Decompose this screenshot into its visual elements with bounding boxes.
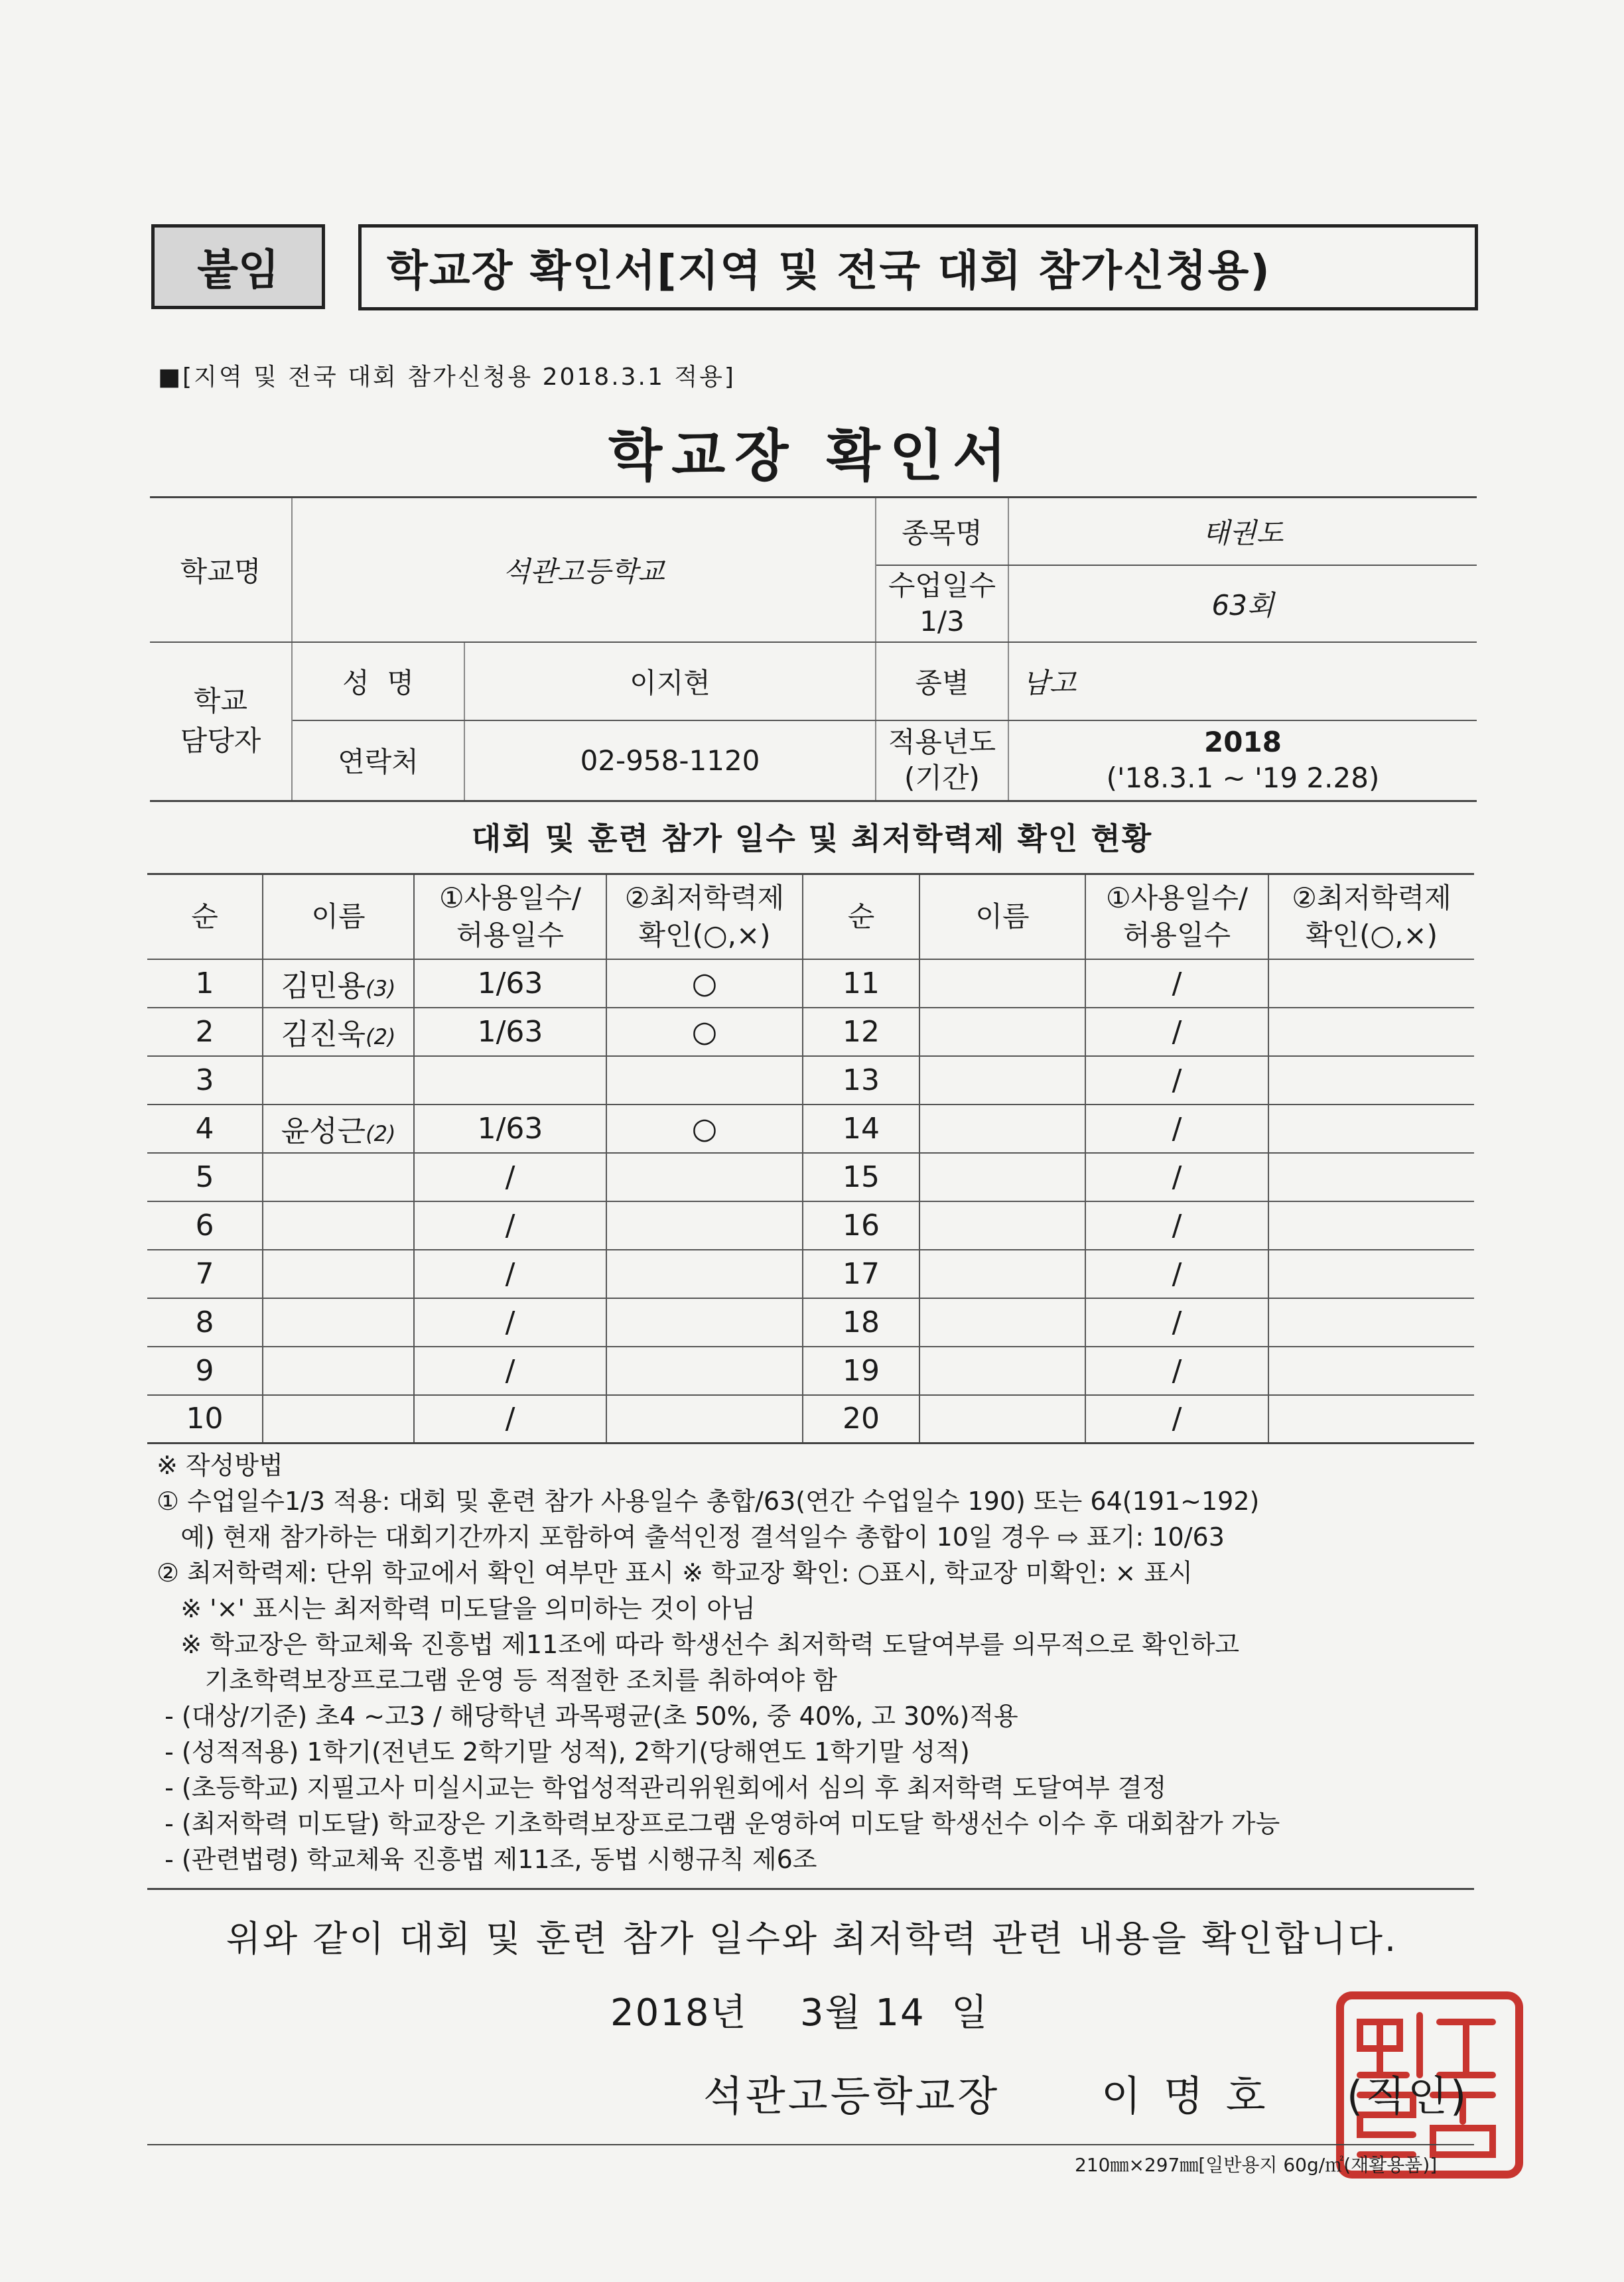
row-check (1268, 1153, 1474, 1201)
row-num: 2 (147, 1008, 263, 1056)
row-check (1268, 1008, 1474, 1056)
row-num: 9 (147, 1347, 263, 1395)
manager-label: 학교 담당자 (150, 642, 292, 801)
principal-name: 이명호 (1101, 2072, 1288, 2120)
row-check (606, 1298, 803, 1347)
row-check (606, 1347, 803, 1395)
row-name (919, 1153, 1085, 1201)
event-value: 태권도 (1008, 498, 1477, 565)
header-num-left: 순 (147, 874, 263, 959)
table-row (147, 1201, 1474, 1250)
applied-note: ■[지역 및 전국 대회 참가신청용 2018.3.1 적용] (158, 364, 736, 391)
row-used: / (414, 1298, 606, 1347)
confirmation-statement: 위와 같이 대회 및 훈련 참가 일수와 최저학력 관련 내용을 확인합니다. (226, 1918, 1398, 1960)
row-num: 3 (147, 1056, 263, 1105)
notes-divider (147, 1888, 1474, 1890)
header-used-left: ①사용일수/ 허용일수 (414, 874, 606, 959)
row-used: / (414, 1153, 606, 1201)
row-used: / (1085, 959, 1268, 1008)
row-check: ○ (606, 959, 803, 1008)
note-line: - (성적적용) 1학기(전년도 2학기말 성적), 2학기(당해연도 1학기말 성적) (157, 1737, 970, 1767)
signing-date: 2018년 3월 14 일 (610, 1991, 989, 2035)
row-name (263, 1201, 414, 1250)
row-used: / (414, 1201, 606, 1250)
row-num: 6 (147, 1201, 263, 1250)
note-line: - (대상/기준) 초4 ~고3 / 해당학년 과목평균(초 50%, 중 40%, 고 30%)적용 (157, 1702, 1018, 1731)
school-principal-title: 석관고등학교장 (703, 2072, 1000, 2120)
year-label: 적용년도 (기간) (876, 720, 1008, 801)
note-line: ② 최저학력제: 단위 학교에서 확인 여부만 표시 ※ 학교장 확인: ○표시, 학교장 미확인: × 표시 (157, 1558, 1193, 1587)
row-used: 1/63 (414, 1105, 606, 1153)
row-name (263, 1250, 414, 1298)
table-row (147, 1298, 1474, 1347)
note-line: 기초학력보장프로그램 운영 등 적절한 조치를 취하여야 함 (157, 1666, 837, 1695)
row-used: / (1085, 1250, 1268, 1298)
row-used (414, 1056, 606, 1105)
header-name-left: 이름 (263, 874, 414, 959)
row-used: / (1085, 1347, 1268, 1395)
row-name (919, 1056, 1085, 1105)
table-row (147, 1105, 1474, 1153)
row-name (263, 1395, 414, 1443)
seal-label: (직인) (1347, 2072, 1469, 2120)
row-check (1268, 1298, 1474, 1347)
grid-subtitle: 대회 및 훈련 참가 일수 및 최저학력제 확인 현황 (471, 821, 1153, 856)
table-row (147, 1250, 1474, 1298)
row-check (1268, 1250, 1474, 1298)
class-days-label: 수업일수 1/3 (876, 565, 1008, 642)
note-heading: ※ 작성방법 (157, 1451, 283, 1480)
header-num-right: 순 (803, 874, 919, 959)
row-name (263, 1298, 414, 1347)
gender-label: 종별 (876, 642, 1008, 720)
paper-spec-note: 210㎜×297㎜[일반용지 60g/㎡(재활용품)] (1075, 2154, 1438, 2176)
row-num: 19 (803, 1347, 919, 1395)
row-num: 11 (803, 959, 919, 1008)
row-used: / (1085, 1395, 1268, 1443)
row-check (1268, 1395, 1474, 1443)
contact-value: 02-958-1120 (464, 720, 876, 801)
row-num: 15 (803, 1153, 919, 1201)
row-num: 12 (803, 1008, 919, 1056)
participation-table (147, 873, 1474, 1444)
row-used: / (414, 1250, 606, 1298)
row-check (1268, 959, 1474, 1008)
row-num: 7 (147, 1250, 263, 1298)
row-name (919, 1250, 1085, 1298)
attachment-tag: 붙임 (151, 224, 325, 309)
row-name: 윤성근(2) (263, 1105, 414, 1153)
row-used: / (414, 1395, 606, 1443)
row-num: 13 (803, 1056, 919, 1105)
row-check (606, 1395, 803, 1443)
row-used: / (1085, 1153, 1268, 1201)
header-check-left: ②최저학력제 확인(○,×) (606, 874, 803, 959)
row-name (919, 1298, 1085, 1347)
row-used: / (1085, 1298, 1268, 1347)
table-row (147, 959, 1474, 1008)
table-row (147, 1153, 1474, 1201)
header-check-right: ②최저학력제 확인(○,×) (1268, 874, 1474, 959)
row-check (606, 1153, 803, 1201)
row-num: 5 (147, 1153, 263, 1201)
name-label: 성 명 (292, 642, 464, 720)
row-check (1268, 1056, 1474, 1105)
note-line: 예) 현재 참가하는 대회기간까지 포함하여 출석인정 결석일수 총합이 10일 경우 ⇨ 표기: 10/63 (157, 1522, 1225, 1552)
year-value: 2018 ('18.3.1 ~ '19 2.28) (1008, 720, 1477, 801)
school-name-label: 학교명 (150, 498, 292, 642)
row-num: 17 (803, 1250, 919, 1298)
row-name (263, 1347, 414, 1395)
class-days-value: 63회 (1008, 565, 1477, 642)
event-label: 종목명 (876, 498, 1008, 565)
row-name (919, 1347, 1085, 1395)
row-check (1268, 1347, 1474, 1395)
footer-divider (147, 2144, 1474, 2145)
row-num: 1 (147, 959, 263, 1008)
table-row (147, 1056, 1474, 1105)
row-used: / (1085, 1008, 1268, 1056)
row-name (919, 1201, 1085, 1250)
note-line: ※ '×' 표시는 최저학력 미도달을 의미하는 것이 아님 (157, 1594, 756, 1623)
row-name (263, 1153, 414, 1201)
note-line: - (최저학력 미도달) 학교장은 기초학력보장프로그램 운영하여 미도달 학생선수 이수 후 대회참가 가능 (157, 1809, 1280, 1838)
name-value: 이지현 (464, 642, 876, 720)
gender-value: 남고 (1008, 642, 1477, 720)
contact-label: 연락처 (292, 720, 464, 801)
row-name: 김진욱(2) (263, 1008, 414, 1056)
row-used: / (1085, 1201, 1268, 1250)
table-row (147, 1008, 1474, 1056)
note-line: - (관련법령) 학교체육 진흥법 제11조, 동법 시행규칙 제6조 (157, 1845, 817, 1874)
page-title: 학교장 확인서 (608, 423, 1016, 488)
note-line: - (초등학교) 지필고사 미실시교는 학업성적관리위원회에서 심의 후 최저학력 도달여부 결정 (157, 1773, 1167, 1802)
row-num: 20 (803, 1395, 919, 1443)
header-name-right: 이름 (919, 874, 1085, 959)
row-check (606, 1250, 803, 1298)
row-check (606, 1056, 803, 1105)
row-used: / (1085, 1056, 1268, 1105)
row-check (1268, 1105, 1474, 1153)
table-row (147, 1395, 1474, 1443)
row-num: 16 (803, 1201, 919, 1250)
row-used: 1/63 (414, 1008, 606, 1056)
note-line: ① 수업일수1/3 적용: 대회 및 훈련 참가 사용일수 총합/63(연간 수업일수 190) 또는 64(191~192) (157, 1487, 1260, 1516)
row-check (606, 1201, 803, 1250)
writing-instructions (157, 1447, 1483, 1877)
table-row (147, 1347, 1474, 1395)
row-used: / (1085, 1105, 1268, 1153)
row-name (919, 959, 1085, 1008)
row-name (919, 1008, 1085, 1056)
row-name (263, 1056, 414, 1105)
header-used-right: ①사용일수/ 허용일수 (1085, 874, 1268, 959)
row-num: 18 (803, 1298, 919, 1347)
row-name (919, 1395, 1085, 1443)
row-check (1268, 1201, 1474, 1250)
row-used: / (414, 1347, 606, 1395)
info-table (150, 496, 1477, 802)
row-num: 10 (147, 1395, 263, 1443)
row-check: ○ (606, 1105, 803, 1153)
row-used: 1/63 (414, 959, 606, 1008)
row-num: 14 (803, 1105, 919, 1153)
note-line: ※ 학교장은 학교체육 진흥법 제11조에 따라 학생선수 최저학력 도달여부를 의무적으로 확인하고 (157, 1630, 1240, 1659)
row-check: ○ (606, 1008, 803, 1056)
row-name (919, 1105, 1085, 1153)
row-num: 8 (147, 1298, 263, 1347)
row-name: 김민용(3) (263, 959, 414, 1008)
school-name-value: 석관고등학교 (292, 498, 876, 642)
row-num: 4 (147, 1105, 263, 1153)
document-header-title: 학교장 확인서[지역 및 전국 대회 참가신청용) (358, 224, 1478, 310)
